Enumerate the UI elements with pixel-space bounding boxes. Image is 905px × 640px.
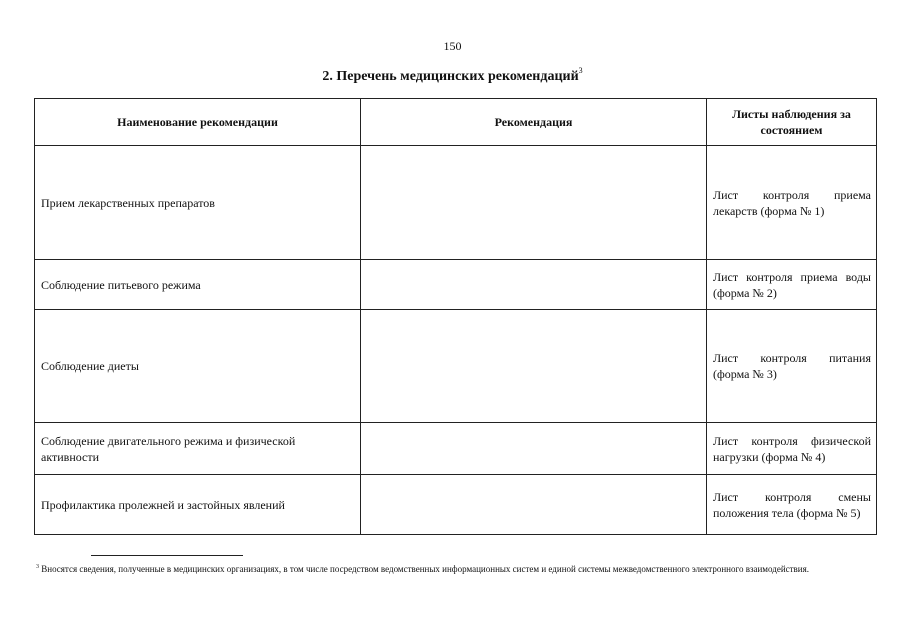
row-sheet-cell: Лист контроля приема лекарств (форма № 1) [707, 146, 877, 260]
recommendations-table [34, 98, 877, 535]
page-number: 150 [443, 39, 462, 53]
row-sheet-cell: Лист контроля смены положения тела (форма № 5) [707, 475, 877, 535]
title-text: 2. Перечень медицинских рекомендаций [322, 69, 579, 84]
row-sheet-cell: Лист контроля питания (форма № 3) [707, 310, 877, 423]
page-title [0, 66, 905, 85]
table-row [35, 423, 877, 475]
row-recommendation-cell [361, 146, 707, 260]
row-recommendation-cell [361, 260, 707, 310]
row-sheet-cell: Лист контроля приема воды (форма № 2) [707, 260, 877, 310]
row-name-cell: Профилактика пролежней и застойных явлений [35, 475, 361, 535]
table-row [35, 146, 877, 260]
row-name-cell: Соблюдение питьевого режима [35, 260, 361, 310]
row-recommendation-cell [361, 310, 707, 423]
table-row [35, 260, 877, 310]
row-name-cell: Соблюдение диеты [35, 310, 361, 423]
row-name-cell: Прием лекарственных препаратов [35, 146, 361, 260]
footnote-mark: 3 [36, 564, 39, 570]
footnote [36, 560, 876, 576]
row-recommendation-cell [361, 475, 707, 535]
table-row [35, 475, 877, 535]
table-header-row [35, 99, 877, 146]
header-sheets: Листы наблюдения за состоянием [707, 99, 877, 146]
footnote-divider [91, 555, 243, 556]
row-name-cell: Соблюдение двигательного режима и физической активности [35, 423, 361, 475]
row-recommendation-cell [361, 423, 707, 475]
header-recommendation: Рекомендация [361, 99, 707, 146]
title-footnote-mark: 3 [578, 66, 583, 75]
footnote-text: Вносятся сведения, полученные в медицинских организациях, в том числе посредством ведомственных информационных систем и единой системы межведомственного электронного взаимодействия. [41, 564, 810, 574]
header-name: Наименование рекомендации [35, 99, 361, 146]
table-row [35, 310, 877, 423]
row-sheet-cell: Лист контроля физической нагрузки (форма № 4) [707, 423, 877, 475]
